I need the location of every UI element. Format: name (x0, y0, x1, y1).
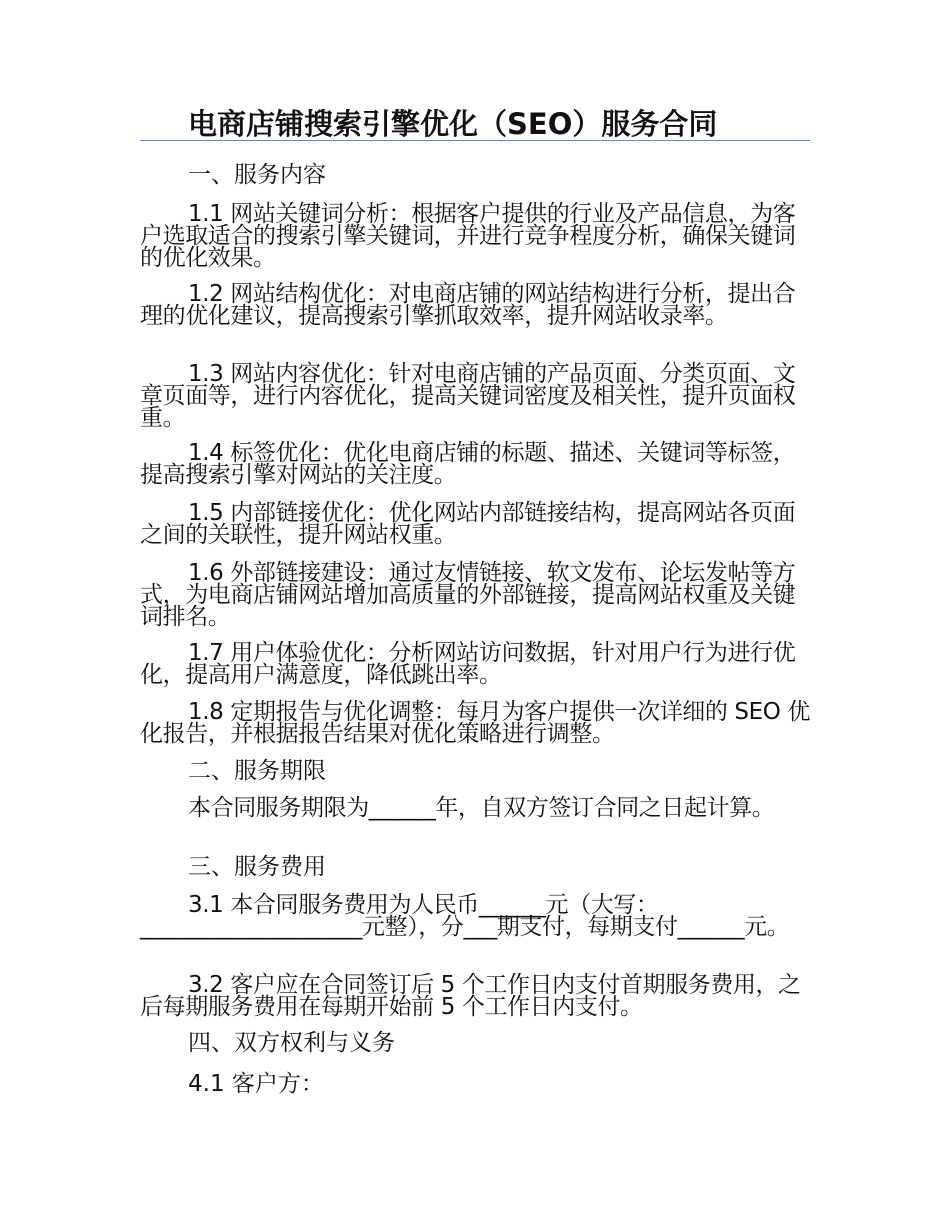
clause-3-1: 3.1 本合同服务费用为人民币______元（大写：____________________元整），分___期支付，每期支付______元。 (140, 892, 790, 940)
service-term-text: 本合同服务期限为______年，自双方签订合同之日起计算。 (188, 795, 775, 821)
clause-3-2: 3.2 客户应在合同签订后 5 个工作日内支付首期服务费用，之后每期服务费用在每期开始前 5 个工作日内支付。 (140, 972, 801, 1020)
clause-1-2: 1.2 网站结构优化：对电商店铺的网站结构进行分析，提出合理的优化建议，提高搜索引擎抓取效率，提升网站收录率。 (140, 281, 796, 329)
clause-1-3: 1.3 网站内容优化：针对电商店铺的产品页面、分类页面、文章页面等，进行内容优化，提高关键词密度及相关性，提升页面权重。 (140, 361, 796, 431)
clause-1-6: 1.6 外部链接建设：通过友情链接、软文发布、论坛发帖等方式，为电商店铺网站增加高质量的外部链接，提高网站权重及关键词排名。 (140, 560, 796, 630)
clause-1-8: 1.8 定期报告与优化调整：每月为客户提供一次详细的 SEO 优化报告，并根据报告结果对优化策略进行调整。 (140, 699, 810, 747)
title-underline (140, 140, 810, 141)
clause-1-1: 1.1 网站关键词分析：根据客户提供的行业及产品信息，为客户选取适合的搜索引擎关键词，并进行竞争程度分析，确保关键词的优化效果。 (140, 201, 796, 271)
document-title: 电商店铺搜索引擎优化（SEO）服务合同 (188, 107, 718, 141)
section-heading-service-content: 一、服务内容 (188, 162, 326, 188)
clause-1-5: 1.5 内部链接优化：优化网站内部链接结构，提高网站各页面之间的关联性，提升网站权重。 (140, 500, 796, 548)
clause-4-1: 4.1 客户方： (188, 1071, 324, 1097)
section-heading-service-term: 二、服务期限 (188, 758, 326, 784)
section-heading-service-fee: 三、服务费用 (188, 854, 326, 880)
section-heading-rights-obligations: 四、双方权利与义务 (188, 1030, 395, 1056)
clause-1-4: 1.4 标签优化：优化电商店铺的标题、描述、关键词等标签，提高搜索引擎对网站的关注度。 (140, 440, 796, 488)
clause-1-7: 1.7 用户体验优化：分析网站访问数据，针对用户行为进行优化，提高用户满意度，降低跳出率。 (140, 640, 796, 688)
